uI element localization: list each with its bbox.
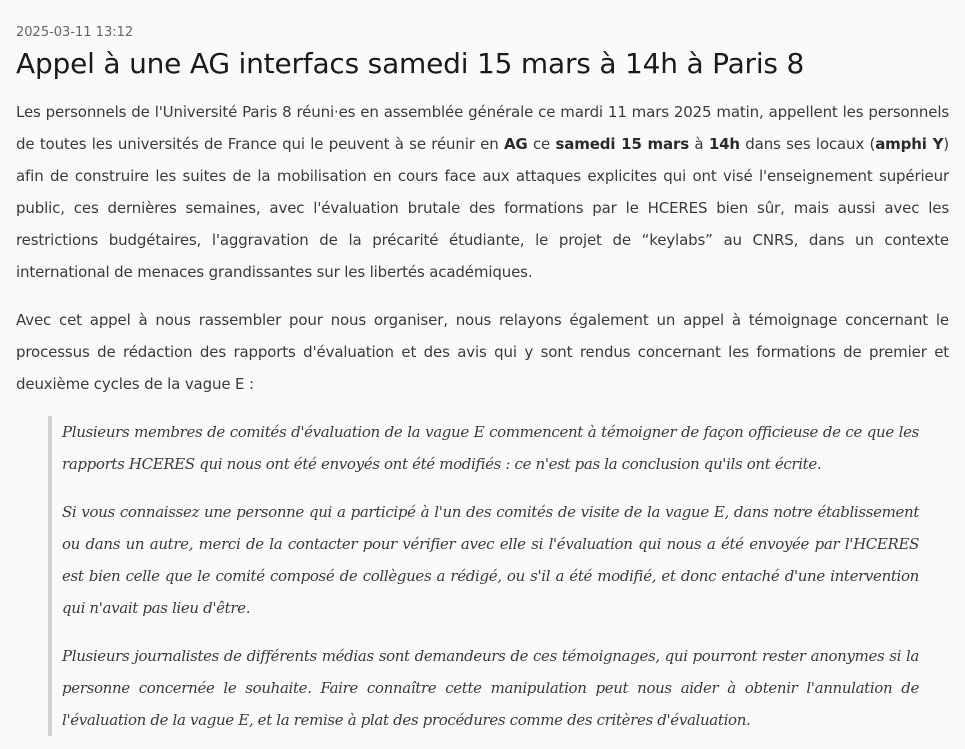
bold-ag: AG [503,135,528,153]
paragraph-call [16,96,949,288]
paragraph-testimony-call: Avec cet appel à nous rassembler pour nous organiser, nous relayons également un appel à témoignage concernant le processus de rédaction des rapports d'évaluation et des avis qui y sont rendus concernant les formations de premier et deuxième cycles de la vague E : [16,311,949,393]
bold-date: samedi 15 mars [555,135,690,153]
publication-date: 2025-03-11 13:12 [16,25,134,40]
text-segment: à [689,135,709,153]
blockquote [48,416,919,736]
text-segment: ) afin de construire les suites de la mobilisation en cours face aux attaques explicites qui ont visé l'enseignement supérieur public, ces dernières semaines, avec l'évaluation brutale des formations par le HCERES bien sûr, mais aussi avec les restrictions budgétaires, l'aggravation de la précarité étudiante, le projet de “keylabs” au CNRS, dans un contexte international de menaces grandissantes sur les libertés académiques. [16,135,949,281]
quote-paragraph: Plusieurs journalistes de différents médias sont demandeurs de ces témoignages, qui pourront rester anonymes si la personne concernée le souhaite. Faire connaître cette manipulation peut nous aider à obtenir l'annulation de l'évaluation de la vague E, et la remise à plat des procédures comme des critères d'évaluation. [62,647,919,729]
text-segment: dans ses locaux ( [739,135,876,153]
bold-time: 14h [708,135,740,153]
text-segment: ce [527,135,556,153]
quote-paragraph: Si vous connaissez une personne qui a participé à l'un des comités de visite de la vague E, dans notre établissement ou dans un autre, merci de la contacter pour vérifier avec elle si l'évaluation qui nous a été envoyée par l'HCERES est bien celle que le comité composé de collègues a rédigé, ou s'il a été modifié, et donc entaché d'une intervention qui n'avait pas lieu d'être. [62,503,919,617]
text-segment: Les personnels de l'Université Paris 8 réuni·es en assemblée générale ce mardi 11 mars 2025 matin, appellent les personnels de toutes les universités de France qui le peuvent à se réunir en [16,103,949,153]
quote-paragraph: Plusieurs membres de comités d'évaluation de la vague E commencent à témoigner de façon officieuse de ce que les rapports HCERES qui nous ont été envoyés ont été modifiés : ce n'est pas la conclusion qu'ils ont écrite. [62,423,919,473]
article-title: Appel à une AG interfacs samedi 15 mars à 14h à Paris 8 [16,47,805,80]
bold-location: amphi Y [875,135,944,153]
